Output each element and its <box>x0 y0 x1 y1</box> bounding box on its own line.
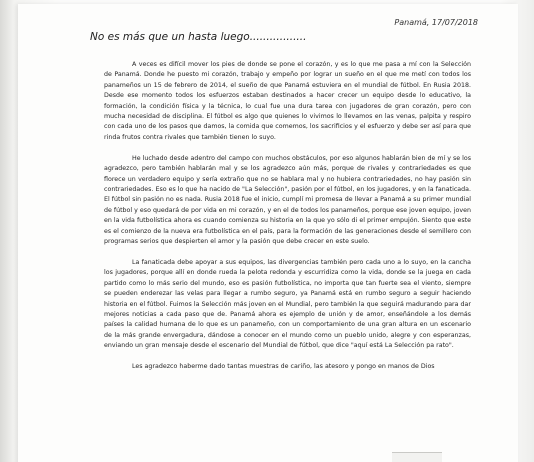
paragraph: A veces es difícil mover los pies de donde se pone el corazón, y es lo que me pasa a mí con la Selección de Panamá. Donde he puesto mi corazón, trabajo y empeño por lograr un sueño en el que me metí con todos los panameños un 15 de febrero de 2014, el sueño de que Panamá estuviera en el mundial de fútbol. En Rusia 2018. Desde ese momento todos los esfuerzos estaban destinados a hacer crecer un equipo desde lo educativo, la formación, la condición física y la técnica, lo cual fue una dura tarea con jugadores de gran corazón, pero con mucha necesidad de disciplina. El fútbol es algo que quienes lo vivimos lo llevamos en las venas, palpita y respiro con cada uno de los pasos que damos, la comida que comemos, los sacrificios y el esfuerzo y debe ser así para que rinda frutos contra rivales que también tienen lo suyo. <box>104 61 471 141</box>
scan-edge-artifact <box>392 452 442 462</box>
letter-sheet <box>18 4 518 462</box>
letter-date: Panamá, 17/07/2018 <box>394 18 478 27</box>
paragraph: La fanaticada debe apoyar a sus equipos, las divergencias también pero cada uno a lo suyo, en la cancha los jugadores, porque allí en donde rueda la pelota redonda y escurridiza como la vida, donde se la juega en cada partido como lo más serio del mundo, eso es pasión futbolística, no importa que tan fuerte sea el viento, siempre se pueden enderezar las velas para llegar a rumbo seguro, ya Panamá está en rumbo seguro a seguir haciendo historia en el fútbol. Fuimos la Selección más joven en el Mundial, pero también la que seguirá madurando para dar mejores noticias a cada paso que de. Panamá ahora es ejemplo de unión y de amor, enseñándole a los demás países la calidad humana de lo que es un panameño, con un comportamiento de una gran altura en un escenario de la más grande envergadura, dándose a conocer en el mundo como un pueblo unido, alegre y con esperanzas, enviando un gran mensaje desde el escenario del Mundial de fútbol, que dice "aquí está La Selección pa rato". <box>104 258 471 350</box>
letter-title: No es más que un hasta luego................. <box>90 31 307 43</box>
paragraph: Les agradezco haberme dado tantas muestras de cariño, las atesoro y pongo en manos de Dios <box>132 363 435 371</box>
paragraph: He luchado desde adentro del campo con muchos obstáculos, por eso algunos hablarán bien de mí y se los agradezco, pero también hablarán mal y se los agradezco aún más, porque de rivales y contrariedades es que florece un verdadero equipo y sería extraño que no se hablara mal y no hubiera contrariedades, no hay pasión sin contrariedades. Eso es lo que ha nacido de "La Selección", pasión por el fútbol, en los jugadores, y en la fanaticada. El fútbol sin pasión no es nada. Rusia 2018 fue el inicio, cumplí mi promesa de llevar a Panamá a su primer mundial de fútbol y eso quedará de por vida en mi corazón, y en el de todos los panameños, porque ese joven equipo, joven en la vida futbolística ahora es cuando comienza su historia en la que yo sólo di el primer empujón. Siento que este es el comienzo de la nueva era futbolística en el país, para la formación de las generaciones desde el semillero con programas serios que despierten el amor y la pasión que debe crecer en este suelo. <box>104 154 471 245</box>
letter-body <box>104 60 471 372</box>
